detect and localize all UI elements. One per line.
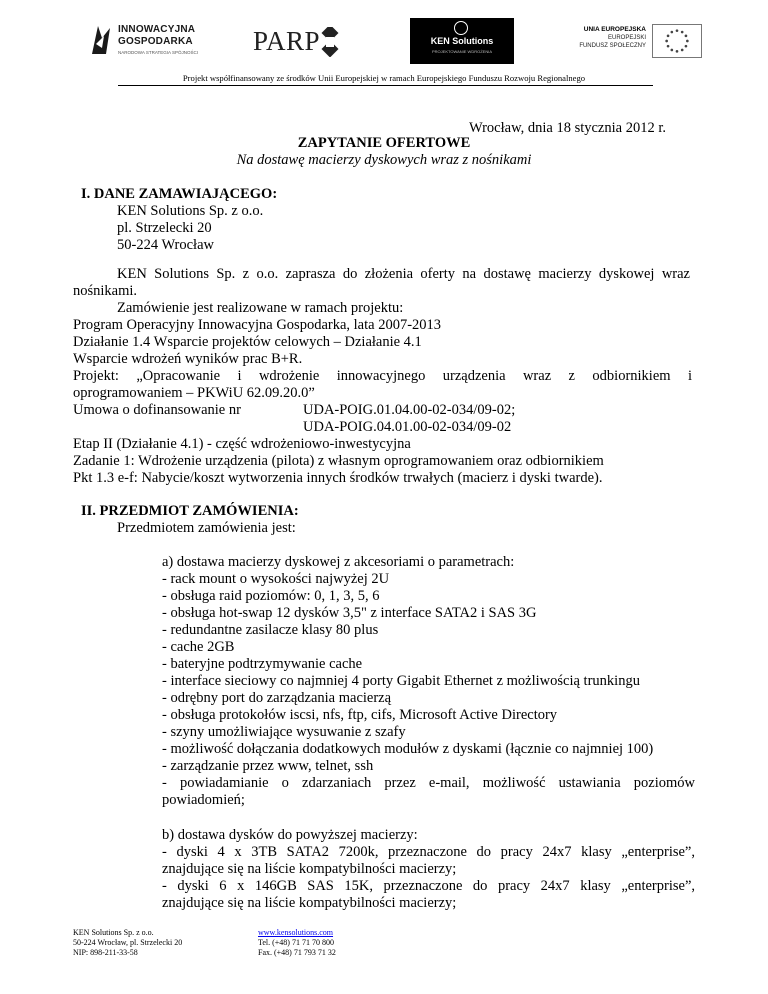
umowa-number: UDA-POIG.01.04.00-02-034/09-02; xyxy=(303,402,516,418)
intro-p2: Zamówienie jest realizowane w ramach projektu: xyxy=(117,300,404,316)
address-line: KEN Solutions Sp. z o.o. xyxy=(117,203,264,219)
spec-item: - rack mount o wysokości najwyżej 2U xyxy=(162,571,390,587)
ken-logo-text: KEN Solutions xyxy=(430,36,494,46)
spec-item: - szyny umożliwiające wysuwanie z szafy xyxy=(162,724,406,740)
spec-item-last-line2: powiadomień; xyxy=(162,792,245,808)
spec-item: - możliwość dołączania dodatkowych modułów z dyskami (łącznie co najmniej 100) xyxy=(162,741,654,757)
eu-logo xyxy=(560,22,710,62)
parp-mark-icon xyxy=(315,27,345,57)
spec-item-last-line1: - powiadamianie o zdarzaniach przez e-mail, możliwość ustawiania poziomów xyxy=(162,775,695,791)
zadanie-line: Zadanie 1: Wdrożenie urządzenia (pilota) z własnym oprogramowaniem oraz odbiornikiem xyxy=(73,453,604,469)
section2-lead: Przedmiotem zamówienia jest: xyxy=(117,520,296,536)
footer-nip: NIP: 898-211-33-58 xyxy=(73,948,138,957)
address-line: pl. Strzelecki 20 xyxy=(117,220,212,236)
disk-item-1-line1: - dyski 4 x 3TB SATA2 7200k, przeznaczone do pracy 24x7 klasy „enterprise”, xyxy=(162,844,695,860)
ig-flag-icon xyxy=(90,24,114,56)
address-line: 50-224 Wrocław xyxy=(117,237,214,253)
disk-item-2-line2: znajdujące się na liście kompatybilności macierzy; xyxy=(162,895,457,911)
footer-fax: Fax. (+48) 71 793 71 32 xyxy=(258,948,336,957)
spec-item: - odrębny port do zarządzania macierzą xyxy=(162,690,392,706)
ig-line3: NARODOWA STRATEGIA SPÓJNOŚCI xyxy=(118,50,199,55)
item-b-heading: b) dostawa dysków do powyższej macierzy: xyxy=(162,827,418,843)
umowa-number: UDA-POIG.04.01.00-02-034/09-02 xyxy=(303,419,512,435)
spec-item: - obsługa raid poziomów: 0, 1, 3, 5, 6 xyxy=(162,588,380,604)
innowacyjna-gospodarka-logo xyxy=(90,20,210,62)
project-cofinancing-line: Projekt współfinansowany ze środków Unii Europejskiej w ramach Europejskiego Funduszu Rozwoju Regionalnego xyxy=(182,73,586,83)
spec-item: - cache 2GB xyxy=(162,639,235,655)
program-line: Program Operacyjny Innowacyjna Gospodarka, lata 2007-2013 xyxy=(73,317,442,333)
date-line: Wrocław, dnia 18 stycznia 2012 r. xyxy=(469,120,666,136)
intro-p1-line2: nośnikami. xyxy=(73,283,138,299)
eu-flag-icon xyxy=(652,24,702,58)
ken-logo-sub: PROJEKTOWANIE WDROŻENIA xyxy=(431,49,492,54)
spec-item: - redundantne zasilacze klasy 80 plus xyxy=(162,622,379,638)
item-a-heading: a) dostawa macierzy dyskowej z akcesoriami o parametrach: xyxy=(162,554,515,570)
section1-heading: I. DANE ZAMAWIAJĄCEGO: xyxy=(81,186,278,202)
disk-item-2-line1: - dyski 6 x 146GB SAS 15K, przeznaczone do pracy 24x7 klasy „enterprise”, xyxy=(162,878,695,894)
pkt-line: Pkt 1.3 e-f: Nabycie/koszt wytworzenia innych środków trwałych (macierz i dyski twarde). xyxy=(73,470,603,486)
footer-company: KEN Solutions Sp. z o.o. xyxy=(73,928,154,937)
section2-heading: II. PRZEDMIOT ZAMÓWIENIA: xyxy=(81,503,299,519)
wsparcie-line: Wsparcie wdrożeń wyników prac B+R. xyxy=(73,351,303,367)
spec-item: - obsługa hot-swap 12 dysków 3,5" z interface SATA2 i SAS 3G xyxy=(162,605,537,621)
disk-item-1-line2: znajdujące się na liście kompatybilności macierzy; xyxy=(162,861,457,877)
intro-p1-line1: KEN Solutions Sp. z o.o. zaprasza do złożenia oferty na dostawę macierzy dyskowej wraz xyxy=(117,266,690,282)
header-divider xyxy=(118,85,653,86)
eu-line1: UNIA EUROPEJSKA xyxy=(583,26,646,33)
parp-text: PARP xyxy=(253,26,321,56)
spec-item: - interface sieciowy co najmniej 4 porty Gigabit Ethernet z możliwością trunkingu xyxy=(162,673,640,689)
spec-item: - bateryjne podtrzymywanie cache xyxy=(162,656,363,672)
projekt-line1: Projekt: „Opracowanie i wdrożenie innowacyjnego urządzenia wraz z odbiornikiem i xyxy=(73,368,692,384)
document-title: ZAPYTANIE OFERTOWE xyxy=(297,135,471,151)
document-subtitle: Na dostawę macierzy dyskowych wraz z nośnikami xyxy=(236,152,532,168)
eu-line2: EUROPEJSKI xyxy=(607,35,646,41)
footer-website-link[interactable]: www.kensolutions.com xyxy=(258,928,334,937)
projekt-line2: oprogramowaniem – PKWiU 62.09.20.0” xyxy=(73,385,315,401)
footer-address: 50-224 Wrocław, pl. Strzelecki 20 xyxy=(73,938,183,947)
ken-circle-icon xyxy=(454,21,468,35)
footer-phone: Tel. (+48) 71 71 70 800 xyxy=(258,938,334,947)
umowa-label: Umowa o dofinansowanie nr xyxy=(73,402,241,418)
spec-item: - obsługa protokołów iscsi, nfs, ftp, cifs, Microsoft Active Directory xyxy=(162,707,558,723)
etap-line: Etap II (Działanie 4.1) - część wdrożeniowo-inwestycyjna xyxy=(73,436,411,452)
ken-solutions-logo xyxy=(410,18,514,64)
spec-item: - zarządzanie przez www, telnet, ssh xyxy=(162,758,374,774)
eu-line3: FUNDUSZ SPOŁECZNY xyxy=(579,43,646,49)
ig-line1: INNOWACYJNA xyxy=(118,24,196,35)
dzialanie-line: Działanie 1.4 Wsparcie projektów celowych – Działanie 4.1 xyxy=(73,334,422,350)
ig-line2: GOSPODARKA xyxy=(118,36,193,47)
